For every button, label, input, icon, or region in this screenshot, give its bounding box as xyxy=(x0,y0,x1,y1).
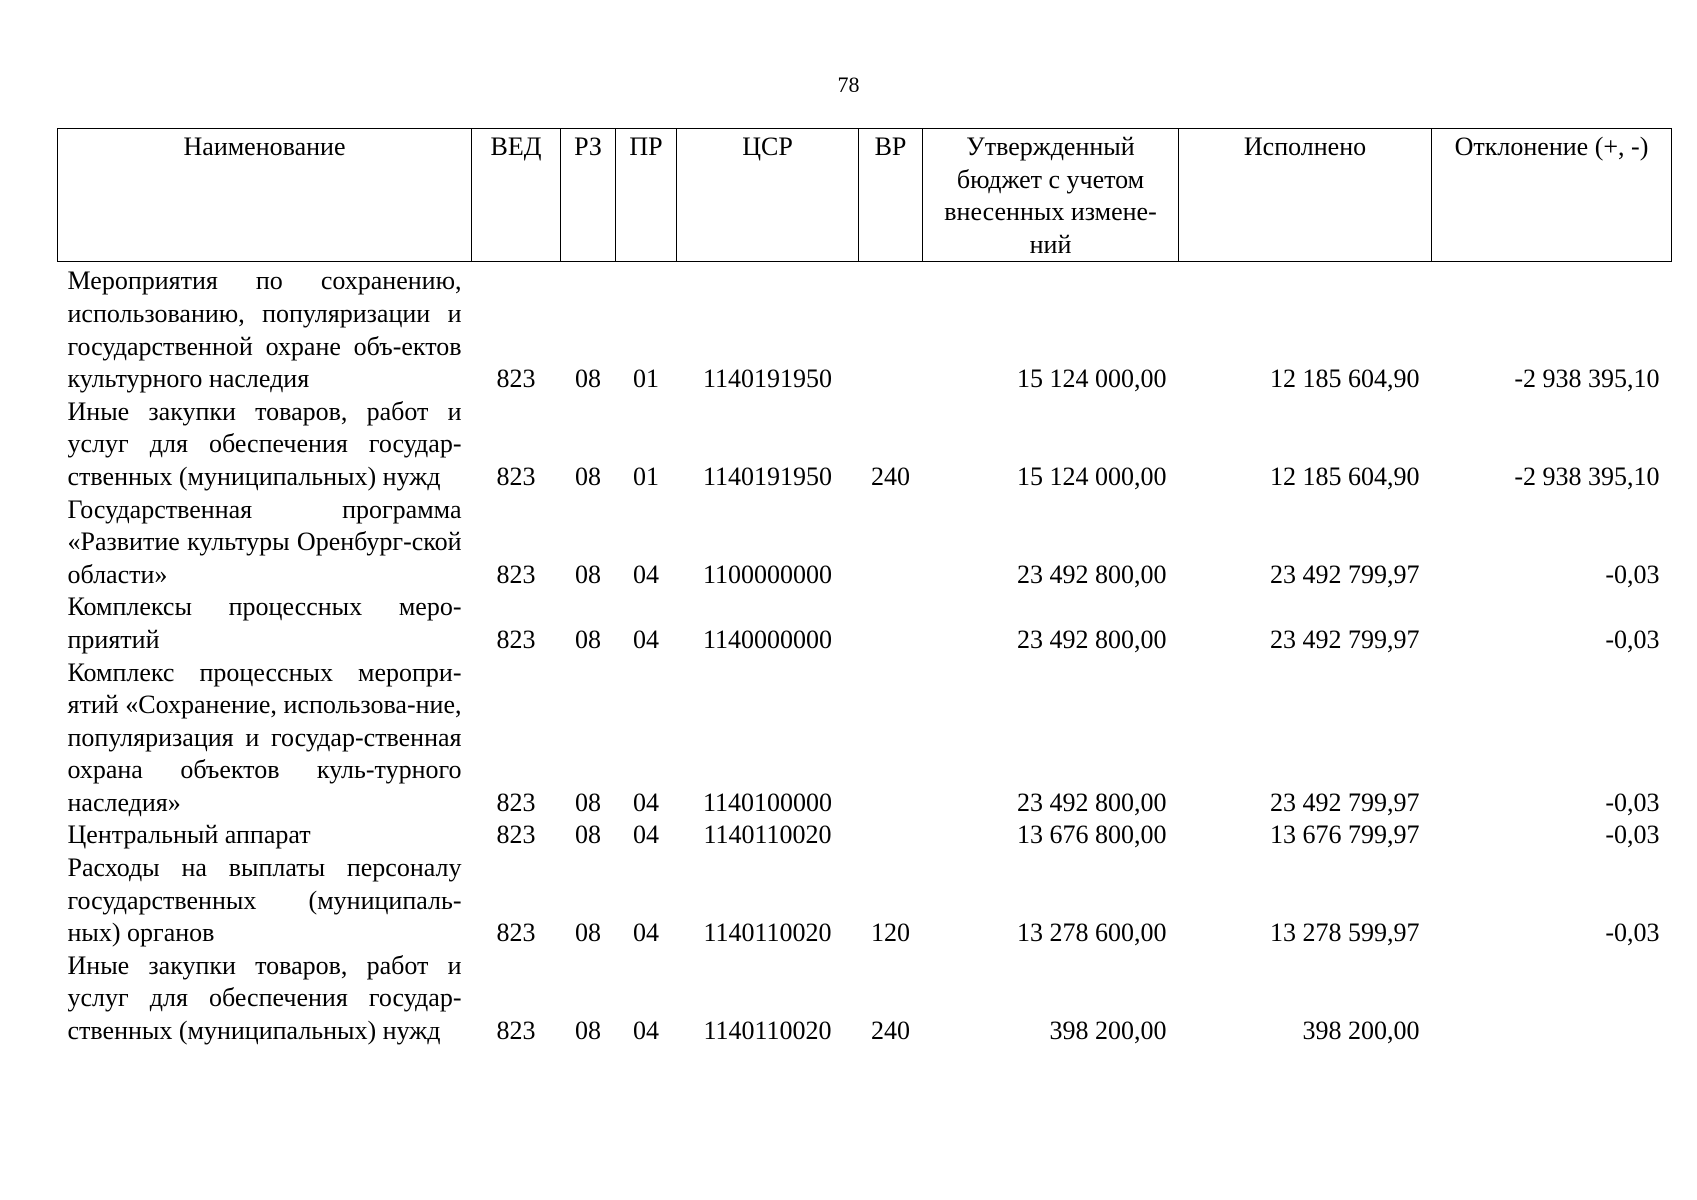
row-approved: 13 676 800,00 xyxy=(1017,820,1167,850)
row-ved: 823 xyxy=(496,364,536,394)
page-number: 78 xyxy=(837,72,860,97)
row-pr: 04 xyxy=(633,624,659,654)
row-approved: 23 492 800,00 xyxy=(1017,624,1167,654)
row-rz: 08 xyxy=(575,624,601,654)
row-csr: 1100000000 xyxy=(702,559,833,589)
row-deviation: -0,03 xyxy=(1605,820,1660,850)
header-pr: ПР xyxy=(616,129,677,262)
row-executed: 23 492 799,97 xyxy=(1270,624,1420,654)
row-vr: 120 xyxy=(871,918,910,948)
row-name: Центральный аппарат xyxy=(67,820,311,850)
row-deviation: -2 938 395,10 xyxy=(1514,364,1660,394)
row-rz: 08 xyxy=(575,918,601,948)
table-body xyxy=(58,262,1672,1048)
row-rz: 08 xyxy=(575,364,601,394)
row-vr xyxy=(859,819,923,852)
header-ved: ВЕД xyxy=(472,129,561,262)
header-vr: ВР xyxy=(859,129,923,262)
row-rz: 08 xyxy=(575,787,601,817)
header-csr: ЦСР xyxy=(677,129,859,262)
row-executed: 13 676 799,97 xyxy=(1270,820,1420,850)
row-name: Комплекс процессных меропри-ятий «Сохранение, использова-ние, популяризация и государ-ственная охрана объектов куль-турного наследия» xyxy=(67,657,462,817)
row-ved: 823 xyxy=(496,787,536,817)
row-deviation xyxy=(1432,950,1672,1048)
row-ved: 823 xyxy=(496,624,536,654)
row-csr: 1140110020 xyxy=(703,918,832,948)
row-rz: 08 xyxy=(575,559,601,589)
row-csr: 1140191950 xyxy=(702,364,833,394)
header-deviation: Отклонение (+, -) xyxy=(1432,129,1672,262)
row-approved: 23 492 800,00 xyxy=(1017,559,1167,589)
row-ved: 823 xyxy=(496,918,536,948)
table-row xyxy=(58,591,1672,656)
row-rz: 08 xyxy=(575,1016,601,1046)
row-name: Расходы на выплаты персоналу государственных (муниципаль-ных) органов xyxy=(67,853,462,948)
table-row xyxy=(58,852,1672,950)
row-name: Комплексы процессных меро-приятий xyxy=(67,592,462,654)
table-row xyxy=(58,950,1672,1048)
row-name: Иные закупки товаров, работ и услуг для обеспечения государ-ственных (муниципальных) нужд xyxy=(67,950,462,1046)
row-ved: 823 xyxy=(496,461,536,491)
row-deviation: -0,03 xyxy=(1605,559,1660,589)
row-pr: 04 xyxy=(633,918,659,948)
row-deviation: -0,03 xyxy=(1605,918,1660,948)
row-approved: 398 200,00 xyxy=(1049,1016,1167,1046)
row-csr: 1140110020 xyxy=(703,820,832,850)
table-row xyxy=(58,819,1672,852)
row-approved: 23 492 800,00 xyxy=(1017,787,1167,817)
row-executed: 13 278 599,97 xyxy=(1270,918,1420,948)
row-deviation: -0,03 xyxy=(1605,624,1660,654)
table-row xyxy=(58,657,1672,820)
row-vr xyxy=(859,262,923,396)
row-vr xyxy=(859,591,923,656)
row-rz: 08 xyxy=(575,820,601,850)
row-vr: 240 xyxy=(871,461,910,491)
row-approved: 13 278 600,00 xyxy=(1017,918,1167,948)
row-csr: 1140110020 xyxy=(703,1016,832,1046)
row-ved: 823 xyxy=(496,820,536,850)
table-header xyxy=(58,129,1672,262)
header-name: Наименование xyxy=(58,129,472,262)
row-executed: 23 492 799,97 xyxy=(1270,787,1420,817)
row-vr xyxy=(859,657,923,820)
row-deviation: -2 938 395,10 xyxy=(1514,461,1660,491)
header-executed: Исполнено xyxy=(1179,129,1432,262)
row-vr: 240 xyxy=(871,1016,910,1046)
row-pr: 04 xyxy=(633,820,659,850)
row-csr: 1140100000 xyxy=(702,787,833,817)
row-approved: 15 124 000,00 xyxy=(1017,364,1167,394)
row-csr: 1140000000 xyxy=(702,624,833,654)
row-vr xyxy=(859,494,923,592)
row-deviation: -0,03 xyxy=(1605,787,1660,817)
row-pr: 01 xyxy=(633,364,659,394)
row-rz: 08 xyxy=(575,461,601,491)
row-pr: 01 xyxy=(633,461,659,491)
row-pr: 04 xyxy=(633,787,659,817)
row-ved: 823 xyxy=(496,559,536,589)
row-executed: 12 185 604,90 xyxy=(1270,461,1420,491)
row-pr: 04 xyxy=(633,559,659,589)
budget-execution-table xyxy=(57,128,1672,1048)
table-row xyxy=(58,262,1672,396)
row-csr: 1140191950 xyxy=(702,461,833,491)
table-row xyxy=(58,494,1672,592)
row-pr: 04 xyxy=(633,1016,659,1046)
header-rz: РЗ xyxy=(561,129,616,262)
header-approved: Утвержденный бюджет с учетом внесенных измене-ний xyxy=(923,129,1179,262)
row-approved: 15 124 000,00 xyxy=(1017,461,1167,491)
row-executed: 12 185 604,90 xyxy=(1270,364,1420,394)
row-name: Иные закупки товаров, работ и услуг для обеспечения государ-ственных (муниципальных) нужд xyxy=(67,396,462,491)
row-executed: 23 492 799,97 xyxy=(1270,559,1420,589)
row-name: Государственная программа «Развитие культуры Оренбург-ской области» xyxy=(67,494,462,589)
row-ved: 823 xyxy=(496,1016,536,1046)
table-row xyxy=(58,396,1672,494)
row-executed: 398 200,00 xyxy=(1302,1016,1420,1046)
row-name: Мероприятия по сохранению, использованию, популяризации и государственной охране объ-ектов культурного наследия xyxy=(67,266,462,394)
